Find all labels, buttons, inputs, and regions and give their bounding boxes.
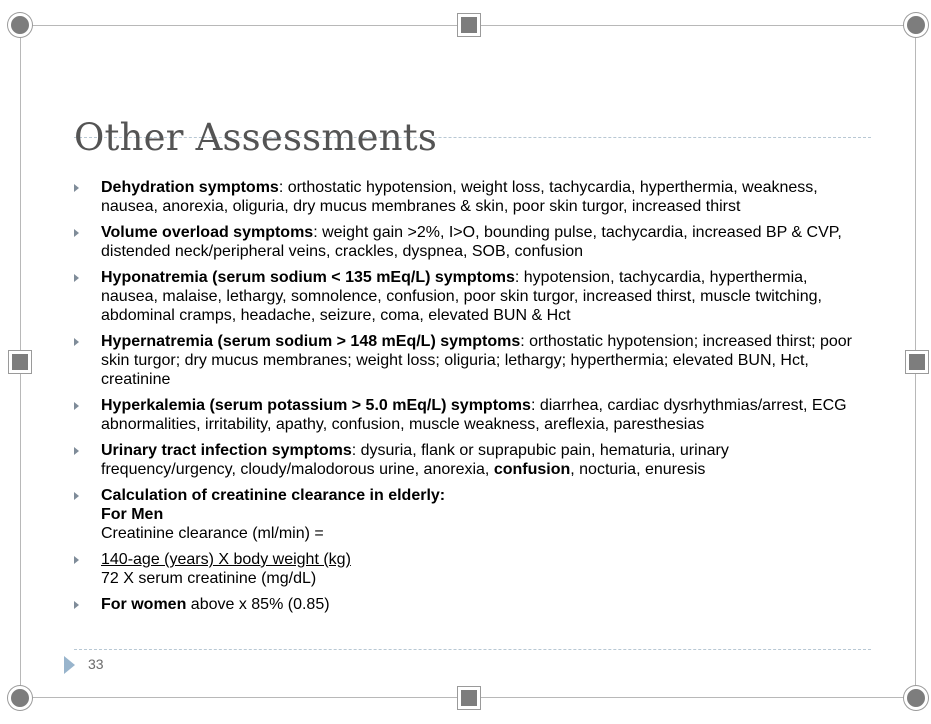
page-number-arrow-icon <box>64 656 75 674</box>
bullet-formula: 140-age (years) X body weight (kg) 72 X serum creatinine (mg/dL) <box>74 550 864 588</box>
bullet-hyperkalemia: Hyperkalemia (serum potassium > 5.0 mEq/L) symptoms: diarrhea, cardiac dysrhythmias/arrest, ECG abnormalities, irritability, apathy, confusion, muscle weakness, areflexia, paresthesias <box>74 396 864 434</box>
resize-handle-right[interactable] <box>906 351 928 373</box>
bullet-arrow-icon <box>74 184 79 192</box>
bullet-arrow-icon <box>74 338 79 346</box>
footer-divider <box>74 649 871 650</box>
bullet-creatinine-clearance: Calculation of creatinine clearance in elderly: For Men Creatinine clearance (ml/min) = <box>74 486 864 543</box>
resize-handle-top[interactable] <box>458 14 480 36</box>
slide-title[interactable]: Other Assessments <box>74 116 438 159</box>
bullet-arrow-icon <box>74 402 79 410</box>
bullet-hyponatremia: Hyponatremia (serum sodium < 135 mEq/L) symptoms: hypotension, tachycardia, hyperthermia, nausea, malaise, lethargy, somnolence, confusion, poor skin turgor, increased thirst, muscle twitching, abdominal cramps, headache, seizure, coma, elevated BUN & Hct <box>74 268 864 325</box>
resize-handle-top-right[interactable] <box>904 13 928 37</box>
bullet-dehydration: Dehydration symptoms: orthostatic hypotension, weight loss, tachycardia, hyperthermia, weakness, nausea, anorexia, oliguria, dry mucus membranes & skin, poor skin turgor, increased thirst <box>74 178 864 216</box>
bullet-arrow-icon <box>74 274 79 282</box>
resize-handle-bottom-right[interactable] <box>904 686 928 710</box>
bullet-list[interactable] <box>74 178 864 621</box>
resize-handle-bottom[interactable] <box>458 687 480 709</box>
resize-handle-bottom-left[interactable] <box>8 686 32 710</box>
bullet-arrow-icon <box>74 556 79 564</box>
bullet-arrow-icon <box>74 492 79 500</box>
bullet-arrow-icon <box>74 447 79 455</box>
bullet-arrow-icon <box>74 601 79 609</box>
bullet-women: For women above x 85% (0.85) <box>74 595 864 614</box>
page-number: 33 <box>88 656 104 672</box>
bullet-arrow-icon <box>74 229 79 237</box>
bullet-hypernatremia: Hypernatremia (serum sodium > 148 mEq/L) symptoms: orthostatic hypotension; increased thirst; poor skin turgor; dry mucus membranes; weight loss; oliguria; lethargy; hyperthermia; elevated BUN, Hct, creatinine <box>74 332 864 389</box>
resize-handle-top-left[interactable] <box>8 13 32 37</box>
resize-handle-left[interactable] <box>9 351 31 373</box>
bullet-uti: Urinary tract infection symptoms: dysuria, flank or suprapubic pain, hematuria, urinary frequency/urgency, cloudy/malodorous urine, anorexia, confusion, nocturia, enuresis <box>74 441 864 479</box>
bullet-volume-overload: Volume overload symptoms: weight gain >2%, I>O, bounding pulse, tachycardia, increased BP & CVP, distended neck/peripheral veins, crackles, dyspnea, SOB, confusion <box>74 223 864 261</box>
